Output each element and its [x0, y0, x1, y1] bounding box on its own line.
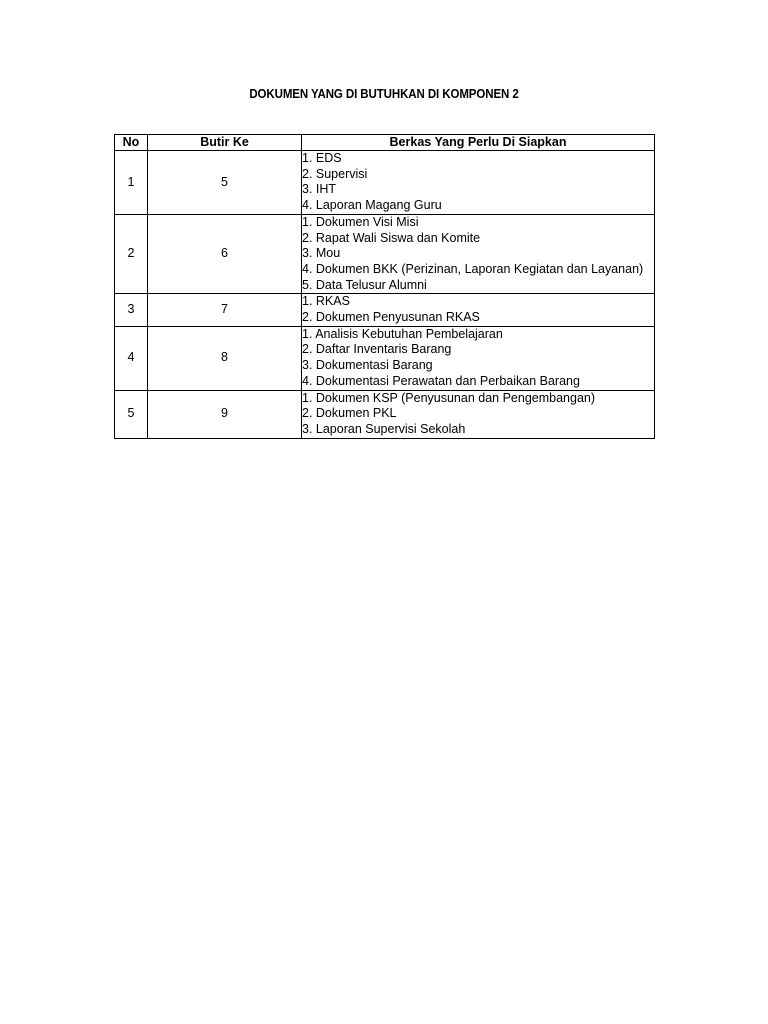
list-item: 4. Dokumen BKK (Perizinan, Laporan Kegiatan dan Layanan) [302, 261, 644, 276]
list-item: 4. Dokumentasi Perawatan dan Perbaikan Barang [302, 373, 580, 388]
list-item: 1. RKAS [302, 294, 350, 309]
table-row [115, 326, 655, 390]
list-item: 2. Daftar Inventaris Barang [302, 342, 452, 357]
list-item: 1. Dokumen KSP (Penyusunan dan Pengembangan) [302, 390, 596, 405]
cell-no: 1 [115, 151, 148, 215]
list-item: 3. Dokumentasi Barang [302, 358, 433, 373]
table-row [115, 294, 655, 326]
table-header-row [115, 135, 655, 151]
cell-no: 4 [115, 326, 148, 390]
list-item: 5. Data Telusur Alumni [302, 277, 427, 292]
requirements-table [114, 134, 655, 439]
list-item: 2. Dokumen PKL [302, 406, 397, 421]
cell-butir: 8 [148, 326, 302, 390]
list-item: 1. EDS [302, 151, 342, 165]
cell-butir: 9 [148, 390, 302, 438]
table-row [115, 151, 655, 215]
cell-butir: 5 [148, 151, 302, 215]
header-no: No [115, 135, 148, 151]
document-title: DOKUMEN YANG DI BUTUHKAN DI KOMPONEN 2 [249, 87, 519, 101]
list-item: 2. Rapat Wali Siswa dan Komite [302, 230, 481, 245]
cell-berkas [302, 294, 655, 326]
cell-berkas [302, 214, 655, 294]
cell-berkas [302, 390, 655, 438]
header-butir: Butir Ke [148, 135, 302, 151]
list-item: 3. IHT [302, 182, 337, 197]
list-item: 4. Laporan Magang Guru [302, 198, 442, 213]
list-item: 1. Analisis Kebutuhan Pembelajaran [302, 326, 503, 341]
table-row [115, 214, 655, 294]
list-item: 3. Laporan Supervisi Sekolah [302, 421, 466, 436]
list-item: 2. Supervisi [302, 166, 368, 181]
cell-no: 2 [115, 214, 148, 294]
cell-berkas [302, 326, 655, 390]
list-item: 2. Dokumen Penyusunan RKAS [302, 310, 480, 325]
header-berkas: Berkas Yang Perlu Di Siapkan [302, 135, 655, 151]
table-row [115, 390, 655, 438]
cell-no: 5 [115, 390, 148, 438]
list-item: 1. Dokumen Visi Misi [302, 214, 419, 229]
list-item: 3. Mou [302, 246, 341, 261]
cell-butir: 7 [148, 294, 302, 326]
cell-no: 3 [115, 294, 148, 326]
cell-butir: 6 [148, 214, 302, 294]
cell-berkas [302, 151, 655, 215]
